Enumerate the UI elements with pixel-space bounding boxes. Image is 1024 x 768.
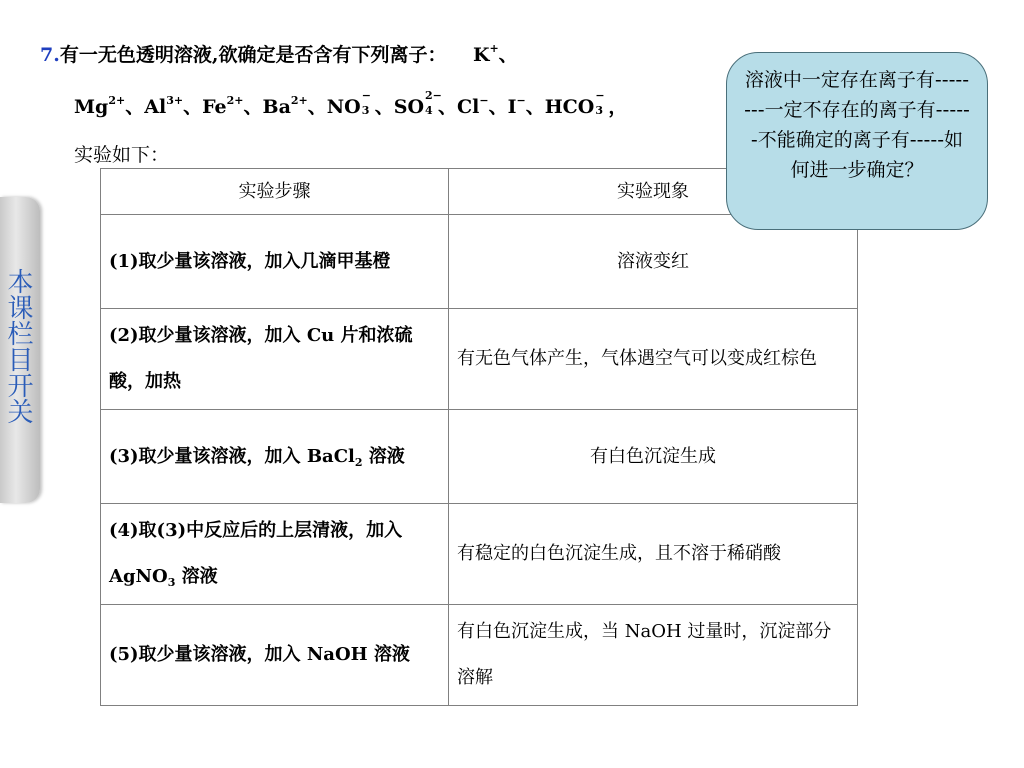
question-line-2 — [74, 89, 628, 118]
ion-i: I− — [507, 94, 526, 118]
step-cell: (2)取少量该溶液，加入 Cu 片和浓硫酸，加热 — [101, 309, 449, 410]
table-row — [101, 309, 858, 410]
observation-cell: 有稳定的白色沉淀生成，且不溶于稀硝酸 — [449, 504, 858, 605]
table-row — [101, 410, 858, 504]
separator: 、 — [438, 96, 458, 118]
observation-cell: 溶液变红 — [449, 215, 858, 309]
table-row — [101, 605, 858, 706]
step-cell: (3)取少量该溶液，加入 BaCl$_2$ 溶液 — [101, 410, 449, 504]
step-cell: (4)取(3)中反应后的上层清液，加入 AgNO$_3$ 溶液 — [101, 504, 449, 605]
separator: 、 — [374, 96, 394, 118]
experiment-table — [100, 168, 858, 706]
observation-cell: 有白色沉淀生成 — [449, 410, 858, 504]
callout-bubble: 溶液中一定存在离子有--------一定不存在的离子有------不能确定的离子有-----如何进一步确定？ — [726, 52, 988, 230]
separator: 、 — [125, 96, 145, 118]
separator: 、 — [525, 96, 545, 118]
question-number: 7. — [40, 44, 60, 66]
ion-ba: $Ba^{2+}$ — [262, 94, 308, 118]
ion-hco: HCO − 3 — [544, 89, 605, 118]
separator: 、 — [488, 96, 508, 118]
observation-cell: 有无色气体产生，气体遇空气可以变成红棕色 — [449, 309, 858, 410]
separator: ， — [608, 96, 628, 118]
ion-al: $Al^{3+}$ — [144, 94, 184, 118]
question-intro: 有一无色透明溶液,欲确定是否含有下列离子： — [59, 44, 447, 66]
ion-no: NO − 3 — [326, 89, 371, 118]
ion-cl: Cl− — [457, 94, 489, 118]
header-observations: 实验现象 — [449, 169, 858, 215]
step-cell: (1)取少量该溶液，加入几滴甲基橙 — [101, 215, 449, 309]
header-steps: 实验步骤 — [101, 169, 449, 215]
separator: 、 — [498, 44, 518, 66]
side-nav-tab-label[interactable]: 本课栏目开关 — [3, 268, 33, 424]
observation-cell: 有白色沉淀生成，当 NaOH 过量时，沉淀部分溶解 — [449, 605, 858, 706]
ion-so: SO 2− 4 — [393, 89, 442, 118]
experiment-intro: 实验如下： — [74, 144, 170, 166]
table-row — [101, 215, 858, 309]
separator: 、 — [243, 96, 263, 118]
step-cell: (5)取少量该溶液，加入 NaOH 溶液 — [101, 605, 449, 706]
table-row — [101, 504, 858, 605]
question-line-1 — [40, 42, 518, 66]
separator: 、 — [183, 96, 203, 118]
ion-fe: $Fe^{2+}$ — [202, 94, 244, 118]
ion-mg: $Mg^{2+}$ — [74, 94, 126, 118]
ion-k: K+ — [472, 42, 499, 66]
separator: 、 — [307, 96, 327, 118]
